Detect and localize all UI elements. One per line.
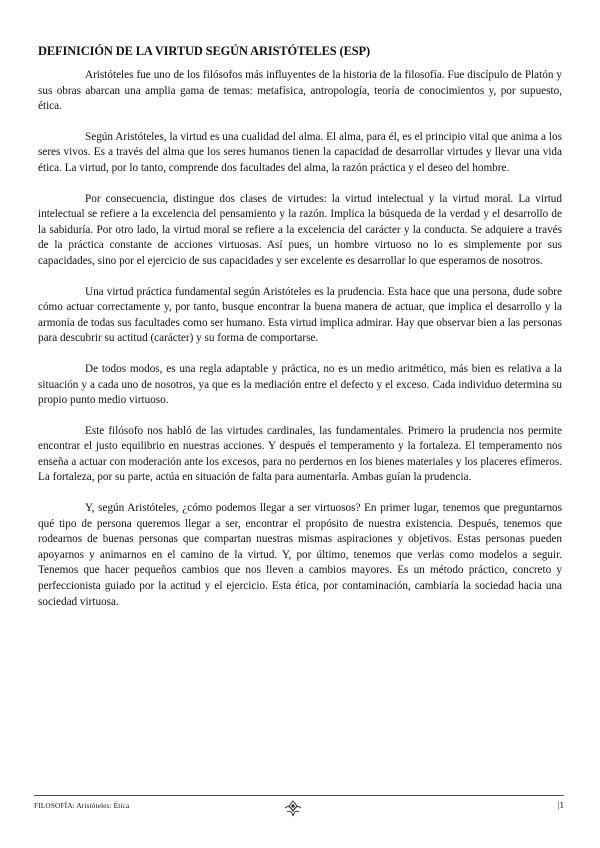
- document-title: DEFINICIÓN DE LA VIRTUD SEGÚN ARISTÓTELES (ESP): [38, 44, 371, 58]
- paragraph: Según Aristóteles, la virtud es una cualidad del alma. El alma, para él, es el principio vital que anima a los seres vivos. Es a través del alma que los seres humanos tienen la capacidad de desarrollar virtudes y llevar una vida ética. La virtud, por lo tanto, comprende dos facultades del alma, la razón práctica y el deseo del hombre.: [38, 130, 562, 174]
- paragraph: Por consecuencia, distingue dos clases de virtudes: la virtud intelectual y la virtud moral. La virtud intelectual se refiere a la excelencia del pensamiento y la razón. Implica la búsqueda de la verdad y el desarrollo de la sabiduría. Por otro lado, la virtud moral se refiere a la excelencia del carácter y la conducta. Se adquiere a través de la práctica constante de acciones virtuosas. Así pues, un hombre virtuoso no lo es simplemente por sus capacidades, sino por el ejercicio de sus capacidades y ser excelente es desarrollar lo que esperamos de nosotros.: [38, 192, 562, 267]
- page-footer: [34, 795, 564, 825]
- page-number: |1: [557, 800, 564, 810]
- paragraph: De todos modos, es una regla adaptable y práctica, no es un medio aritmético, más bien es relativa a la situación y a cada uno de nosotros, ya que es la mediación entre el defecto y el exceso. Cada individuo determina su propio punto medio virtuoso.: [38, 362, 562, 407]
- document-body: [38, 68, 562, 625]
- footer-divider: [34, 795, 564, 796]
- paragraph: Y, según Aristóteles, ¿cómo podemos llegar a ser virtuosos? En primer lugar, tenemos que preguntarnos qué tipo de persona queremos llegar a ser, encontrar el propósito de nuestra existencia. Después, tenemos que rodearnos de buenas personas que compartan nuestras mismas aspiraciones y objetivos. Estas personas pueden apoyarnos y animarnos en el camino de la virtud. Y, por último, tenemos que verlas como modelos a seguir. Tenemos que hacer pequeños cambios que nos lleven a cambios mayores. Es un método práctico, concreto y perfeccionista guiado por la actitud y el ejercicio. Esta ética, por contaminación, cambiaría la sociedad hacia una sociedad virtuosa.: [38, 502, 562, 608]
- paragraph: Aristóteles fue uno de los filósofos más influyentes de la historia de la filosofía. Fue discípulo de Platón y sus obras abarcan una amplia gama de temas: metafísica, antropología, teoría de conocimientos y, por supuesto, ética.: [38, 69, 562, 113]
- paragraph: Este filósofo nos habló de las virtudes cardinales, las fundamentales. Primero la prudencia nos permite encontrar el justo equilibrio en nuestras acciones. Y después el temperamento y la fortaleza. El temperamento nos enseña a actuar con moderación ante los excesos, para no perdernos en los bienes materiales y los placeres efímeros. La fortaleza, por su parte, actúa en situación de falta para aumentarla. Ambas guían la prudencia.: [38, 424, 562, 484]
- paragraph: Una virtud práctica fundamental según Aristóteles es la prudencia. Esta hace que una persona, dude sobre cómo actuar correctamente y, por tanto, busque encontrar la buena manera de actuar, que implica el desarrollo y la armonía de todas sus facultades como ser humano. Esta virtud implica admirar. Hay que observar bien a las personas para descubrir su actitud (carácter) y su forma de comportarse.: [38, 285, 562, 345]
- footer-course-label: FILOSOFÍA: Aristóteles: Ética: [34, 801, 130, 810]
- ornament-icon: [282, 799, 304, 819]
